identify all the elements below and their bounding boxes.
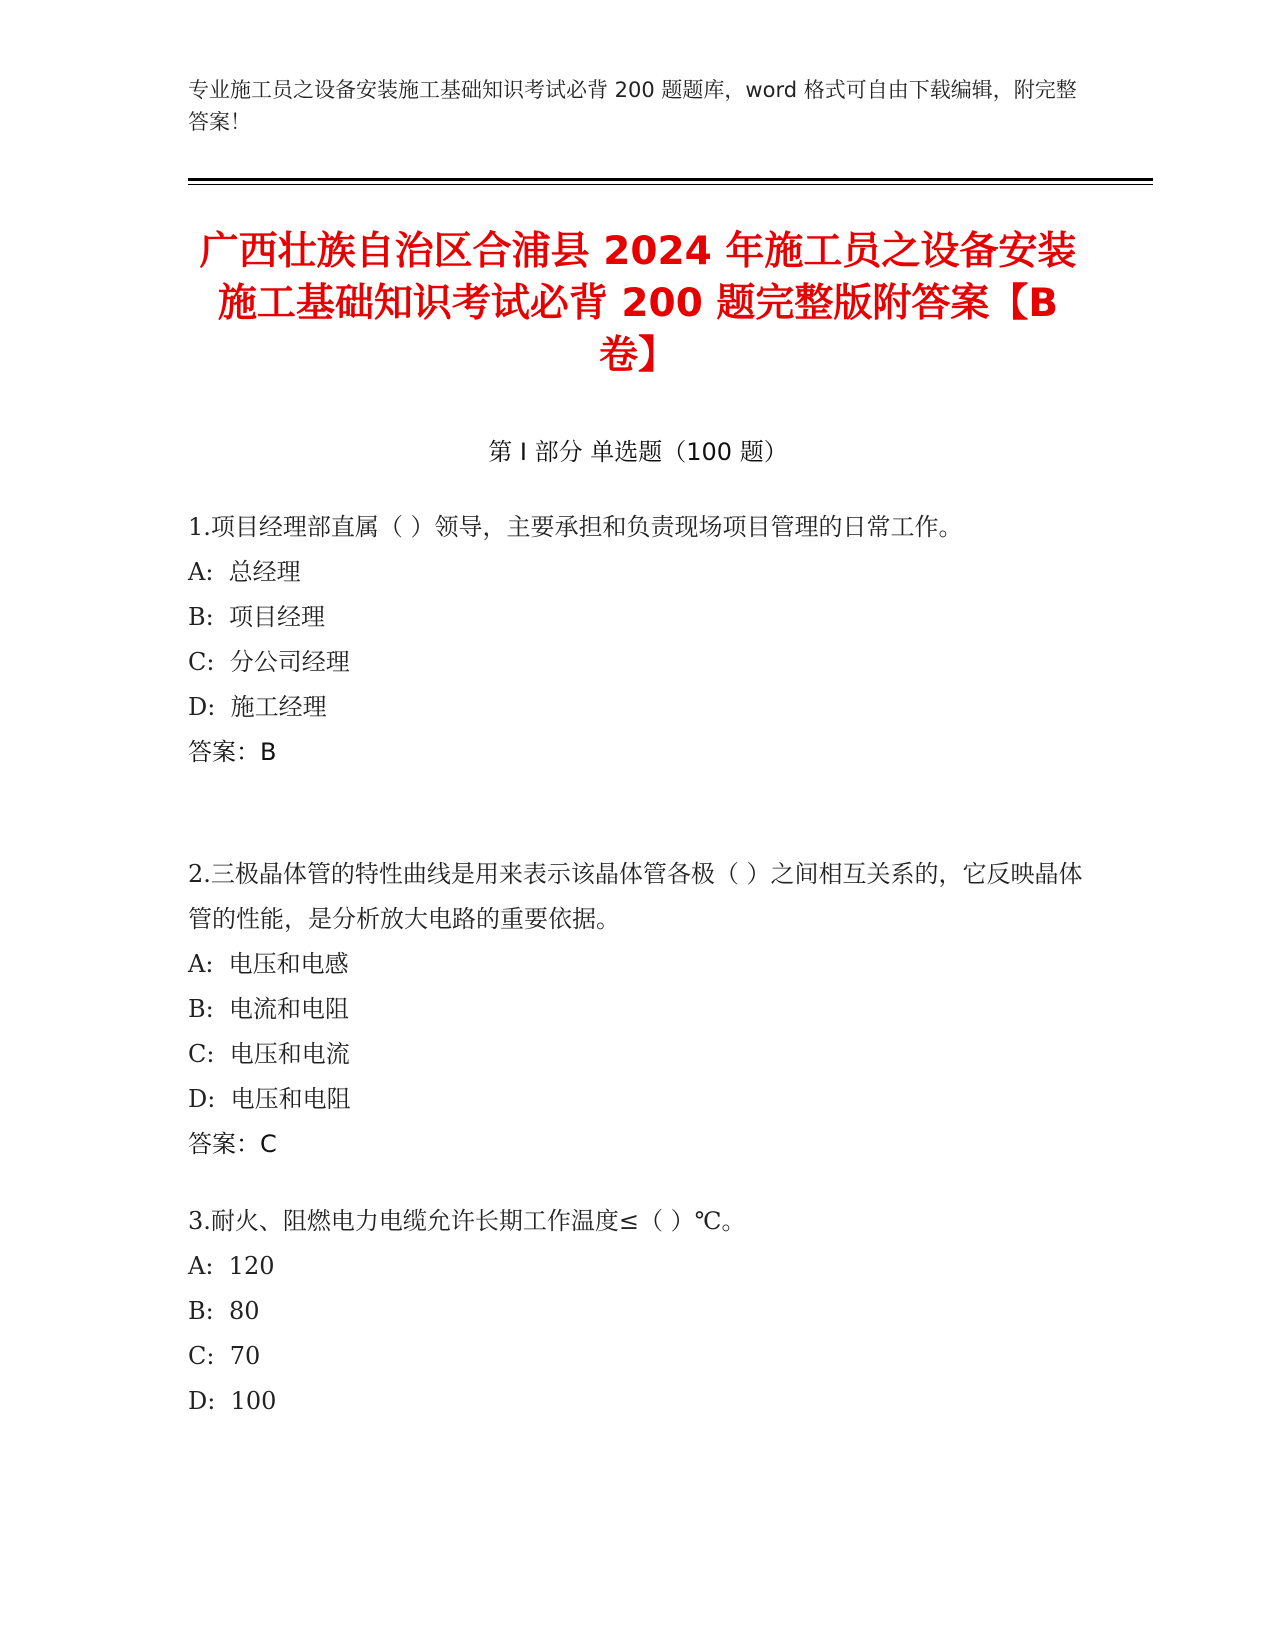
option-d: D: 100 xyxy=(188,1387,277,1415)
option-b: B: 电流和电阻 xyxy=(188,995,349,1023)
option-a: A: 120 xyxy=(188,1252,275,1280)
header-note: 专业施工员之设备安装施工基础知识考试必背 200 题题库，word 格式可自由下载编辑，附完整答案！ xyxy=(188,78,1077,134)
option-a: A: 电压和电感 xyxy=(188,950,349,978)
option-b: B: 80 xyxy=(188,1297,260,1325)
option-a: A: 总经理 xyxy=(188,558,301,586)
option-d: D: 电压和电阻 xyxy=(188,1085,351,1113)
question-1 xyxy=(188,505,1088,775)
question-2 xyxy=(188,852,1088,1167)
option-d: D: 施工经理 xyxy=(188,693,327,721)
answer-line: 答案：C xyxy=(188,1130,277,1158)
answer-line: 答案：B xyxy=(188,738,277,766)
question-3 xyxy=(188,1199,1088,1424)
option-c: C: 分公司经理 xyxy=(188,648,350,676)
document-title: 广西壮族自治区合浦县 2024 年施工员之设备安装施工基础知识考试必背 200 题完整版附答案【B 卷】 xyxy=(199,229,1077,378)
option-c: C: 70 xyxy=(188,1342,261,1370)
header-rule-thin xyxy=(188,184,1153,185)
question-stem: 1.项目经理部直属（ ）领导，主要承担和负责现场项目管理的日常工作。 xyxy=(188,513,963,541)
header-rule-thick xyxy=(188,178,1153,181)
question-stem: 2.三极晶体管的特性曲线是用来表示该晶体管各极（ ）之间相互关系的，它反映晶体管的性能，是分析放大电路的重要依据。 xyxy=(188,860,1083,933)
option-c: C: 电压和电流 xyxy=(188,1040,350,1068)
section-heading: 第 I 部分 单选题（100 题） xyxy=(488,438,788,466)
question-stem: 3.耐火、阻燃电力电缆允许长期工作温度≤（ ）℃。 xyxy=(188,1207,746,1235)
option-b: B: 项目经理 xyxy=(188,603,325,631)
